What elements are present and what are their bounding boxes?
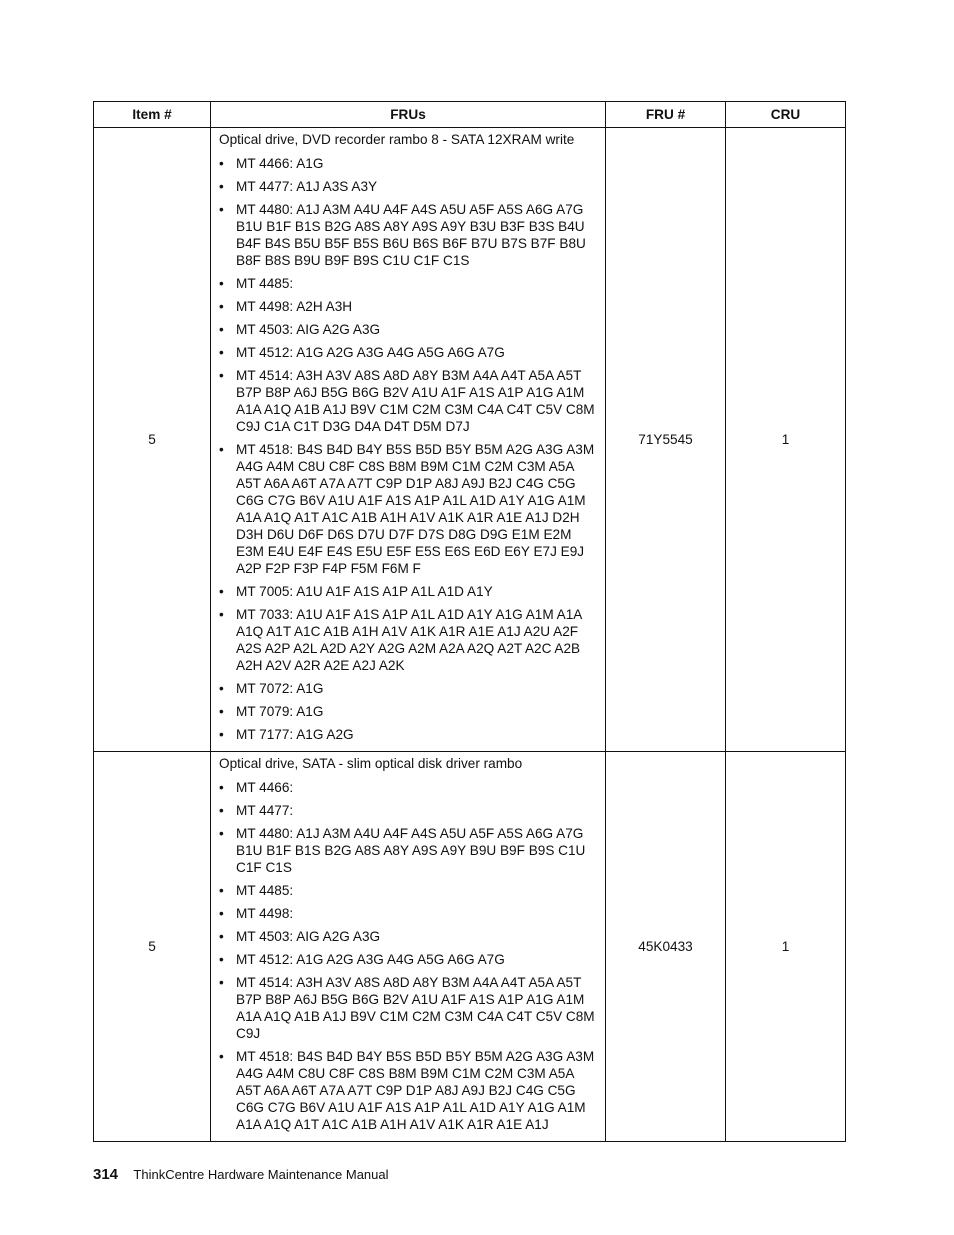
list-item: • MT 4466: A1G [219, 155, 599, 172]
list-item: • MT 4485: [219, 882, 599, 899]
fru-description-cell [211, 128, 606, 752]
list-item: • MT 4518: B4S B4D B4Y B5S B5D B5Y B5M A2G A3G A3M A4G A4M C8U C8F C8S B8M B9M C1M C2M C3M A5A A5T A6A A6T A7A A7T C9P D1P A8J A9J B2J C4G C5G C6G C7G B6V A1U A1F A1S A1P A1L A1D A1Y A1G A1M A1A A1Q A1T A1C A1B A1H A1V A1K A1R A1E A1J D2H D3H D6U D6F D6S D7U D7F D7S D8G D9G E1M E2M E3M E4U E4F E4S E5U E5F E5S E6S E6D E6Y E7J E9J A2P F2P F3P F4P F5M F6M F [219, 441, 599, 577]
header-frus: FRUs [211, 102, 606, 128]
page-number: 314 [93, 1166, 119, 1183]
list-item: • MT 7079: A1G [219, 703, 599, 720]
list-item: • MT 7072: A1G [219, 680, 599, 697]
list-item: • MT 4498: A2H A3H [219, 298, 599, 315]
list-item: • MT 4480: A1J A3M A4U A4F A4S A5U A5F A5S A6G A7G B1U B1F B1S B2G A8S A8Y A9S A9Y B9U B9F B9S C1U C1F C1S [219, 825, 599, 876]
list-item: • MT 7005: A1U A1F A1S A1P A1L A1D A1Y [219, 583, 599, 600]
list-item: • MT 4514: A3H A3V A8S A8D A8Y B3M A4A A4T A5A A5T B7P B8P A6J B5G B6G B2V A1U A1F A1S A1P A1G A1M A1A A1Q A1B A1J B9V C1M C2M C3M C4A C4T C5V C8M C9J [219, 974, 599, 1042]
fru-description: Optical drive, SATA - slim optical disk driver rambo [219, 756, 523, 771]
fru-description: Optical drive, DVD recorder rambo 8 - SATA 12XRAM write [219, 132, 575, 147]
list-item: • MT 4518: B4S B4D B4Y B5S B5D B5Y B5M A2G A3G A3M A4G A4M C8U C8F C8S B8M B9M C1M C2M C3M A5A A5T A6A A6T A7A A7T C9P D1P A8J A9J B2J C4G C5G C6G C7G B6V A1U A1F A1S A1P A1L A1D A1Y A1G A1M A1A A1Q A1T A1C A1B A1H A1V A1K A1R A1E A1J [219, 1048, 599, 1133]
list-item: • MT 4512: A1G A2G A3G A4G A5G A6G A7G [219, 344, 599, 361]
header-item-number: Item # [94, 102, 211, 128]
cru-cell: 1 [726, 752, 846, 1142]
table-row [94, 128, 846, 752]
header-fru-number: FRU # [606, 102, 726, 128]
table-header-row [94, 102, 846, 128]
fru-number-cell: 71Y5545 [606, 128, 726, 752]
fru-number-cell: 45K0433 [606, 752, 726, 1142]
list-item: • MT 4503: AIG A2G A3G [219, 321, 599, 338]
fru-description-cell [211, 752, 606, 1142]
page-footer [93, 1166, 389, 1183]
list-item: • MT 4503: AIG A2G A3G [219, 928, 599, 945]
list-item: • MT 4477: [219, 802, 599, 819]
list-item: • MT 4485: [219, 275, 599, 292]
machine-type-list [219, 779, 599, 1133]
item-number-cell: 5 [94, 752, 211, 1142]
list-item: • MT 4498: [219, 905, 599, 922]
list-item: • MT 4512: A1G A2G A3G A4G A5G A6G A7G [219, 951, 599, 968]
list-item: • MT 4514: A3H A3V A8S A8D A8Y B3M A4A A4T A5A A5T B7P B8P A6J B5G B6G B2V A1U A1F A1S A1P A1G A1M A1A A1Q A1B A1J B9V C1M C2M C3M C4A C4T C5V C8M C9J C1A C1T D3G D4A D4T D5M D7J [219, 367, 599, 435]
fru-table [93, 101, 846, 1142]
manual-title: ThinkCentre Hardware Maintenance Manual [133, 1167, 389, 1182]
list-item: • MT 4466: [219, 779, 599, 796]
list-item: • MT 4477: A1J A3S A3Y [219, 178, 599, 195]
header-cru: CRU [726, 102, 846, 128]
list-item: • MT 7033: A1U A1F A1S A1P A1L A1D A1Y A1G A1M A1A A1Q A1T A1C A1B A1H A1V A1K A1R A1E A1J A2U A2F A2S A2P A2L A2D A2Y A2G A2M A2A A2Q A2T A2C A2B A2H A2V A2R A2E A2J A2K [219, 606, 599, 674]
machine-type-list [219, 155, 599, 743]
cru-cell: 1 [726, 128, 846, 752]
list-item: • MT 4480: A1J A3M A4U A4F A4S A5U A5F A5S A6G A7G B1U B1F B1S B2G A8S A8Y A9S A9Y B3U B3F B3S B4U B4F B4S B5U B5F B5S B6U B6S B6F B7U B7S B7F B8U B8F B8S B9U B9F B9S C1U C1F C1S [219, 201, 599, 269]
table-row [94, 752, 846, 1142]
item-number-cell: 5 [94, 128, 211, 752]
list-item: • MT 7177: A1G A2G [219, 726, 599, 743]
